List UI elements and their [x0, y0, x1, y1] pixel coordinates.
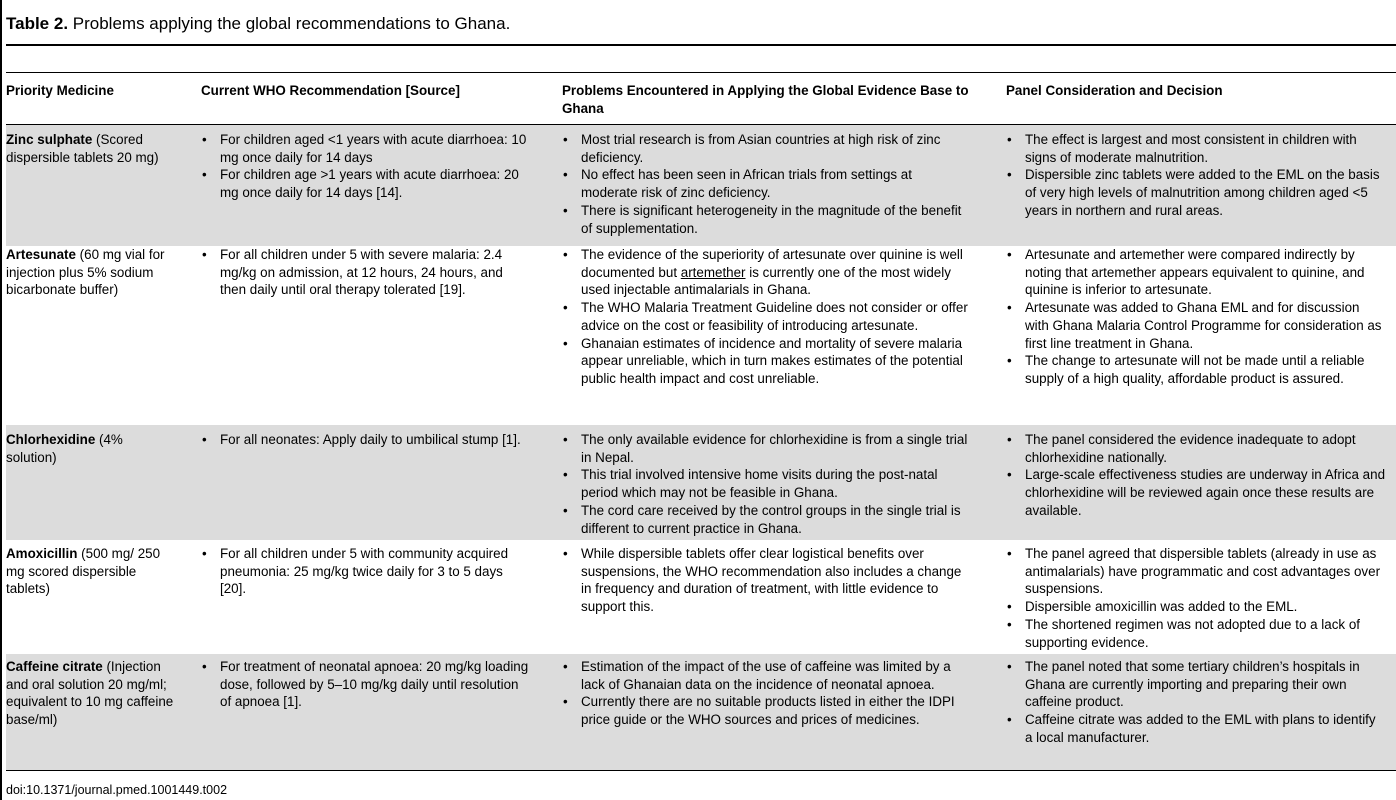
list-item: • Artesunate and artemether were compared indirectly by noting that artemether appears equivalent to quinine, and quinine is inferior to artesunate.	[1006, 246, 1386, 299]
medicine-cell	[6, 431, 176, 466]
problems-cell	[562, 131, 972, 237]
list-item: • The WHO Malaria Treatment Guideline does not consider or offer advice on the cost or feasibility of introducing artesunate.	[562, 299, 972, 334]
header-who-recommendation: Current WHO Recommendation [Source]	[201, 83, 460, 98]
who-cell	[201, 246, 531, 299]
list-item: • The panel noted that some tertiary children’s hospitals in Ghana are currently importing and preparing their own caffeine product.	[1006, 658, 1386, 711]
problems-cell	[562, 658, 972, 729]
medicine-detail: (Injection and oral solution 20 mg/ml; equivalent to 10 mg caffeine base/ml)	[6, 659, 174, 728]
problems-cell	[562, 545, 972, 616]
list-item-text: is currently one of the most widely used injectable antimalarials in Ghana.	[581, 264, 951, 298]
medicine-cell	[6, 658, 176, 729]
list-item: • Large-scale effectiveness studies are underway in Africa and chlorhexidine will be reviewed again once these results are available.	[1006, 466, 1386, 519]
list-item: • There is significant heterogeneity in the magnitude of the benefit of supplementation.	[562, 202, 972, 237]
doi-link[interactable]: doi:10.1371/journal.pmed.1001449.t002	[6, 783, 228, 797]
list-item: • Dispersible amoxicillin was added to the EML.	[1006, 598, 1386, 616]
list-item: • The panel agreed that dispersible tablets (already in use as antimalarials) have programmatic and cost advantages over suspensions.	[1006, 545, 1386, 598]
medicine-name: Zinc sulphate	[6, 132, 93, 147]
list-item: • Estimation of the impact of the use of caffeine was limited by a lack of Ghanaian data on the incidence of neonatal apnoea.	[562, 658, 972, 693]
list-item: • For treatment of neonatal apnoea: 20 mg/kg loading dose, followed by 5–10 mg/kg daily until resolution of apnoea [1].	[201, 658, 531, 711]
list-item: • For children aged <1 years with acute diarrhoea: 10 mg once daily for 14 days	[201, 131, 531, 166]
list-item: • This trial involved intensive home visits during the post-natal period which may not be feasible in Ghana.	[562, 466, 972, 501]
problems-cell	[562, 246, 972, 388]
medicine-cell	[6, 246, 176, 299]
list-item: • The only available evidence for chlorhexidine is from a single trial in Nepal.	[562, 431, 972, 466]
header-priority-medicine: Priority Medicine	[6, 83, 114, 98]
list-item: • The panel considered the evidence inadequate to adopt chlorhexidine nationally.	[1006, 431, 1386, 466]
page-left-border	[0, 0, 2, 800]
who-cell	[201, 131, 531, 202]
panel-cell	[1006, 246, 1386, 388]
medicine-name: Caffeine citrate	[6, 659, 103, 674]
medicine-cell	[6, 131, 176, 166]
problems-cell	[562, 431, 972, 537]
header-top-rule	[6, 72, 1396, 73]
list-item: • For all children under 5 with severe malaria: 2.4 mg/kg on admission, at 12 hours, 24 hours, and then daily until oral therapy tolerated [19].	[201, 246, 531, 299]
list-item: • Most trial research is from Asian countries at high risk of zinc deficiency.	[562, 131, 972, 166]
table-row	[6, 240, 1396, 425]
list-item-text: The evidence of the superiority of artesunate over quinine is well documented but	[581, 247, 963, 280]
medicine-detail: (4% solution)	[6, 432, 123, 465]
list-item: • No effect has been seen in African trials from settings at moderate risk of zinc deficiency.	[562, 166, 972, 201]
table-row	[6, 540, 1396, 654]
list-item: • The cord care received by the control groups in the single trial is different to current practice in Ghana.	[562, 502, 972, 537]
list-item: • For children age >1 years with acute diarrhoea: 20 mg once daily for 14 days [14].	[201, 166, 531, 201]
list-item: • Artesunate was added to Ghana EML and for discussion with Ghana Malaria Control Programme for consideration as first line treatment in Ghana.	[1006, 299, 1386, 352]
who-cell	[201, 545, 531, 598]
table-caption	[6, 14, 510, 34]
who-cell	[201, 658, 531, 711]
medicine-name: Amoxicillin	[6, 546, 78, 561]
medicine-name: Chlorhexidine	[6, 432, 96, 447]
list-item: • For all neonates: Apply daily to umbilical stump [1].	[201, 431, 531, 449]
table-row	[6, 425, 1396, 540]
underlined-term: artemether	[680, 264, 746, 280]
list-item: • While dispersible tablets offer clear logistical benefits over suspensions, the WHO recommendation also includes a change in frequency and duration of treatment, with little evidence to support this.	[562, 545, 972, 616]
panel-cell	[1006, 131, 1386, 220]
header-panel-decision: Panel Consideration and Decision	[1006, 83, 1223, 98]
caption-label: Table 2.	[6, 14, 69, 33]
medicine-detail: (60 mg vial for injection plus 5% sodium bicarbonate buffer)	[6, 247, 165, 298]
table-row	[6, 125, 1396, 246]
panel-cell	[1006, 545, 1386, 651]
table-row	[6, 654, 1396, 770]
list-item: • For all children under 5 with community acquired pneumonia: 25 mg/kg twice daily for 3 to 5 days [20].	[201, 545, 531, 598]
medicine-cell	[6, 545, 176, 598]
header-problems	[562, 82, 982, 117]
table-bottom-rule	[6, 770, 1396, 771]
medicine-detail: (500 mg/ 250 mg scored dispersible tablets)	[6, 546, 161, 597]
list-item: • Dispersible zinc tablets were added to the EML on the basis of very high levels of malnutrition among children aged <5 years in northern and rural areas.	[1006, 166, 1386, 219]
medicine-detail: (Scored dispersible tablets 20 mg)	[6, 132, 159, 165]
panel-cell	[1006, 658, 1386, 747]
list-item: • Currently there are no suitable products listed in either the IDPI price guide or the WHO sources and prices of medicines.	[562, 693, 972, 728]
list-item: • Ghanaian estimates of incidence and mortality of severe malaria appear unreliable, which in turn makes estimates of the potential public health impact and cost unreliable.	[562, 335, 972, 388]
caption-rule	[6, 44, 1396, 46]
list-item: • The effect is largest and most consistent in children with signs of moderate malnutrition.	[1006, 131, 1386, 166]
list-item: • The shortened regimen was not adopted due to a lack of supporting evidence.	[1006, 616, 1386, 651]
header-problems-text: Problems Encountered in Applying the Global Evidence Base to Ghana	[562, 83, 969, 116]
list-item	[562, 246, 972, 299]
who-cell	[201, 431, 531, 449]
list-item: • The change to artesunate will not be made until a reliable supply of a high quality, affordable product is assured.	[1006, 352, 1386, 387]
caption-text: Problems applying the global recommendations to Ghana.	[68, 14, 511, 33]
panel-cell	[1006, 431, 1386, 520]
medicine-name: Artesunate	[6, 247, 76, 262]
list-item: • Caffeine citrate was added to the EML with plans to identify a local manufacturer.	[1006, 711, 1386, 746]
